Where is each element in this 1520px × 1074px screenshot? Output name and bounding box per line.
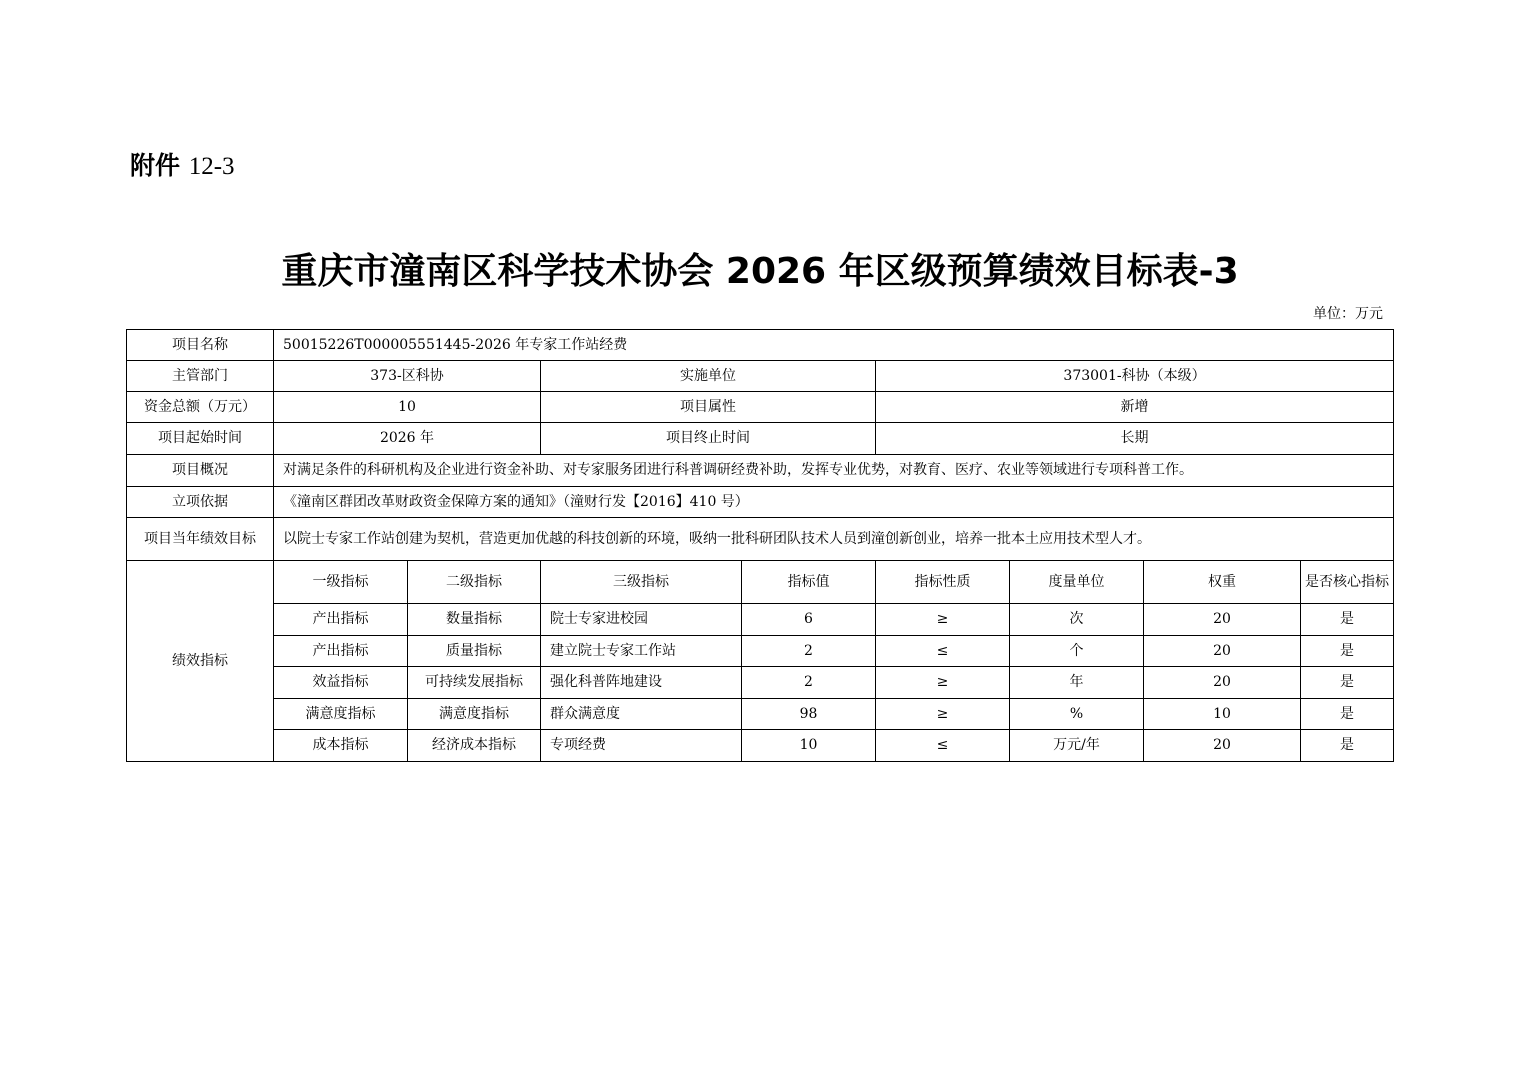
budget-table bbox=[126, 329, 1394, 762]
indicator-row bbox=[127, 699, 1394, 730]
table-cell: 20 bbox=[1144, 604, 1301, 636]
end-label: 项目终止时间 bbox=[541, 423, 876, 455]
header-cell: 指标性质 bbox=[876, 561, 1010, 604]
row-goal bbox=[127, 518, 1394, 561]
impl-value: 373001-科协（本级） bbox=[876, 361, 1394, 392]
page-title: 重庆市潼南区科学技术协会 2026 年区级预算绩效目标表-3 bbox=[281, 251, 1239, 292]
table-cell: 院士专家进校园 bbox=[541, 604, 742, 636]
table-cell: 产出指标 bbox=[274, 604, 408, 636]
perf-label: 绩效指标 bbox=[127, 561, 274, 762]
table-cell: 质量指标 bbox=[408, 636, 541, 667]
indicator-header-row bbox=[127, 561, 1394, 604]
table-cell: 2 bbox=[742, 667, 876, 699]
header-cell: 一级指标 bbox=[274, 561, 408, 604]
indicator-row bbox=[127, 604, 1394, 636]
row-basis bbox=[127, 487, 1394, 518]
attachment-prefix: 附件 bbox=[130, 151, 181, 180]
dept-label: 主管部门 bbox=[127, 361, 274, 392]
table-cell: 建立院士专家工作站 bbox=[541, 636, 742, 667]
table-cell: 满意度指标 bbox=[274, 699, 408, 730]
table-cell: 次 bbox=[1010, 604, 1144, 636]
table-cell: 成本指标 bbox=[274, 730, 408, 762]
table-cell: 2 bbox=[742, 636, 876, 667]
header-cell: 指标值 bbox=[742, 561, 876, 604]
table-cell: ≥ bbox=[876, 604, 1010, 636]
goal-value: 以院士专家工作站创建为契机，营造更加优越的科技创新的环境，吸纳一批科研团队技术人员到潼创新创业，培养一批本土应用技术型人才。 bbox=[274, 518, 1394, 561]
indicator-row bbox=[127, 730, 1394, 762]
table-cell: ≤ bbox=[876, 636, 1010, 667]
table-cell: 20 bbox=[1144, 730, 1301, 762]
project-name-value: 50015226T000005551445-2026 年专家工作站经费 bbox=[274, 330, 1394, 361]
attr-value: 新增 bbox=[876, 392, 1394, 423]
table-cell: ≤ bbox=[876, 730, 1010, 762]
overview-label: 项目概况 bbox=[127, 455, 274, 487]
table-cell: 万元/年 bbox=[1010, 730, 1144, 762]
indicator-row bbox=[127, 667, 1394, 699]
table-cell: 群众满意度 bbox=[541, 699, 742, 730]
header-cell: 二级指标 bbox=[408, 561, 541, 604]
header-cell: 权重 bbox=[1144, 561, 1301, 604]
table-cell: 数量指标 bbox=[408, 604, 541, 636]
row-dept bbox=[127, 361, 1394, 392]
overview-value: 对满足条件的科研机构及企业进行资金补助、对专家服务团进行科普调研经费补助，发挥专业优势，对教育、医疗、农业等领域进行专项科普工作。 bbox=[274, 455, 1394, 487]
row-time bbox=[127, 423, 1394, 455]
start-value: 2026 年 bbox=[274, 423, 541, 455]
table-cell: 是 bbox=[1301, 730, 1394, 762]
table-cell: 满意度指标 bbox=[408, 699, 541, 730]
table-cell: 产出指标 bbox=[274, 636, 408, 667]
row-fund bbox=[127, 392, 1394, 423]
header-cell: 三级指标 bbox=[541, 561, 742, 604]
project-name-label: 项目名称 bbox=[127, 330, 274, 361]
fund-value: 10 bbox=[274, 392, 541, 423]
table-cell: 98 bbox=[742, 699, 876, 730]
table-cell: 20 bbox=[1144, 636, 1301, 667]
table-cell: 经济成本指标 bbox=[408, 730, 541, 762]
row-project-name bbox=[127, 330, 1394, 361]
header-cell: 是否核心指标 bbox=[1301, 561, 1394, 604]
basis-value: 《潼南区群团改革财政资金保障方案的通知》（潼财行发【2016】410 号） bbox=[274, 487, 1394, 518]
table-cell: 6 bbox=[742, 604, 876, 636]
attr-label: 项目属性 bbox=[541, 392, 876, 423]
goal-label: 项目当年绩效目标 bbox=[127, 518, 274, 561]
table-cell: 年 bbox=[1010, 667, 1144, 699]
impl-label: 实施单位 bbox=[541, 361, 876, 392]
table-cell: 可持续发展指标 bbox=[408, 667, 541, 699]
table-cell: 专项经费 bbox=[541, 730, 742, 762]
table-cell: 是 bbox=[1301, 636, 1394, 667]
attachment-label bbox=[130, 146, 235, 182]
table-cell: 强化科普阵地建设 bbox=[541, 667, 742, 699]
table-cell: ≥ bbox=[876, 699, 1010, 730]
table-cell: 是 bbox=[1301, 604, 1394, 636]
basis-label: 立项依据 bbox=[127, 487, 274, 518]
table-cell: % bbox=[1010, 699, 1144, 730]
fund-label: 资金总额（万元） bbox=[127, 392, 274, 423]
row-overview bbox=[127, 455, 1394, 487]
start-label: 项目起始时间 bbox=[127, 423, 274, 455]
table-cell: 个 bbox=[1010, 636, 1144, 667]
table-cell: 10 bbox=[742, 730, 876, 762]
table-cell: 是 bbox=[1301, 699, 1394, 730]
dept-value: 373-区科协 bbox=[274, 361, 541, 392]
table-cell: 效益指标 bbox=[274, 667, 408, 699]
table-cell: 是 bbox=[1301, 667, 1394, 699]
table-cell: ≥ bbox=[876, 667, 1010, 699]
indicator-row bbox=[127, 636, 1394, 667]
table-cell: 20 bbox=[1144, 667, 1301, 699]
unit-label: 单位：万元 bbox=[1313, 306, 1383, 322]
attachment-number: 12-3 bbox=[188, 153, 235, 180]
end-value: 长期 bbox=[876, 423, 1394, 455]
header-cell: 度量单位 bbox=[1010, 561, 1144, 604]
table-cell: 10 bbox=[1144, 699, 1301, 730]
